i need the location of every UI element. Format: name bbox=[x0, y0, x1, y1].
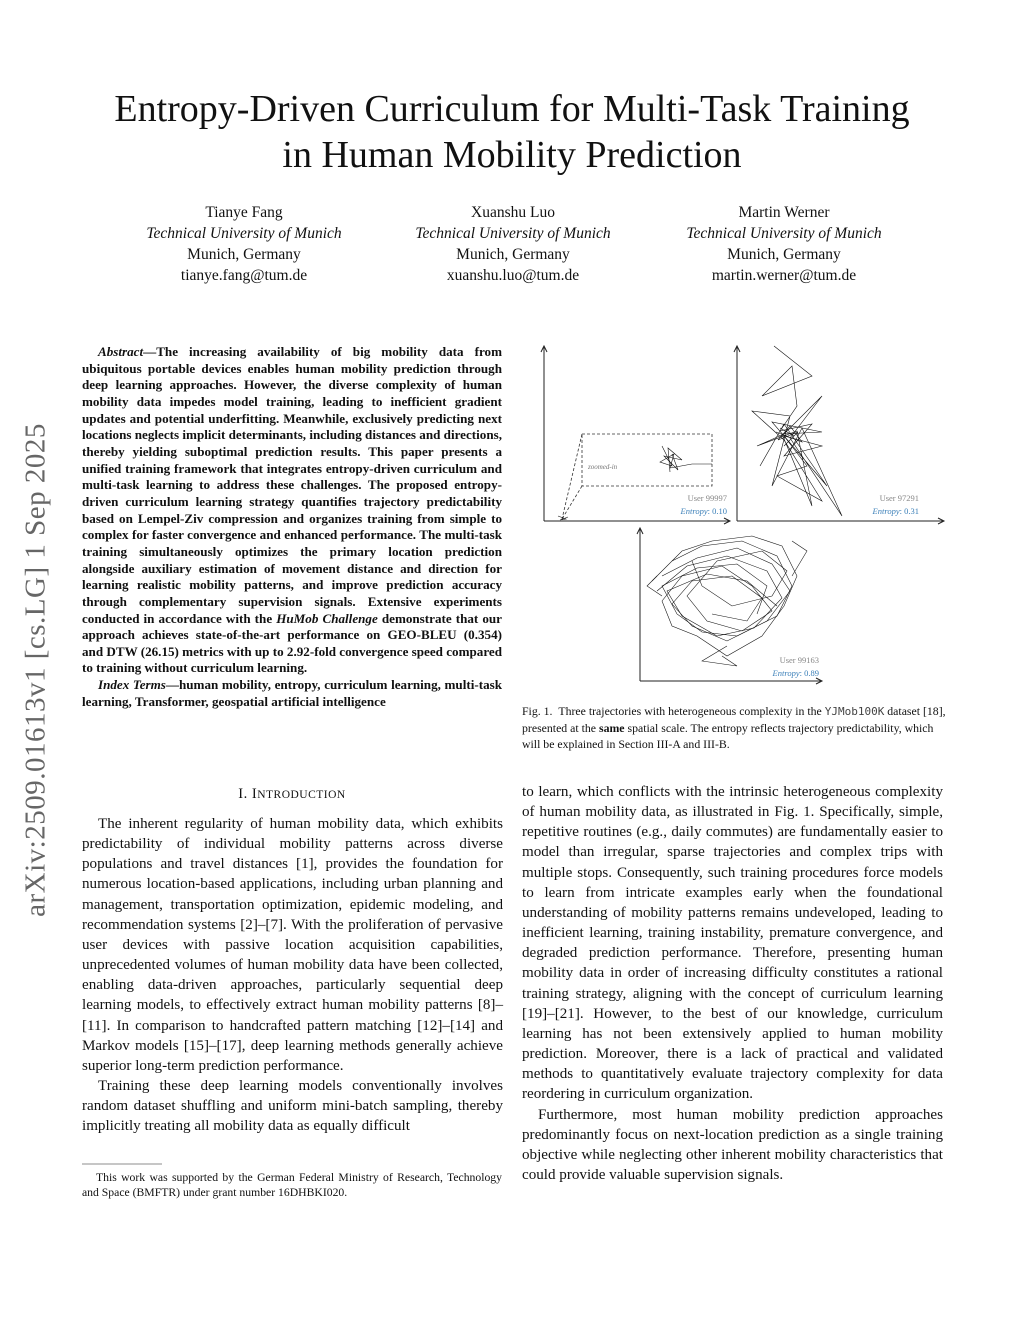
author-name: Martin Werner bbox=[738, 204, 830, 221]
index-terms-text: human mobility, entropy, curriculum learning, multi-task learning, Transformer, geospatial artificial intelligence bbox=[82, 677, 502, 709]
trajectory-97291 bbox=[752, 346, 842, 516]
entropy-value: : 0.89 bbox=[799, 668, 819, 678]
caption-prefix: Fig. 1. bbox=[522, 704, 553, 718]
entropy-label: Entropy bbox=[872, 506, 900, 516]
entropy-value: : 0.10 bbox=[707, 506, 727, 516]
title-line-2: in Human Mobility Prediction bbox=[282, 134, 742, 176]
entropy-label: Entropy bbox=[772, 668, 800, 678]
index-terms: Index Terms—human mobility, entropy, curriculum learning, multi-task learning, Transformer, geospatial artificial intelligence bbox=[82, 677, 502, 709]
caption-same: same bbox=[598, 721, 625, 735]
abstract-paragraph: Abstract—The increasing availability of big mobility data from ubiquitous portable devices enables human mobility prediction through deep learning approaches. However, the diverse complexity of human mobility data impedes model training, leading to inefficient gradient updates and potential underfitting. Meanwhile, exclusively predicting next locations neglects implicit determinants, including distances and directions, thereby yielding suboptimal prediction results. This paper presents a unified training framework that integrates entropy-driven curriculum and multi-task learning to address these challenges. The proposed entropy-driven curriculum learning strategy quantifies trajectory predictability based on Lempel-Ziv compression and organizes training from simple to complex for faster convergence and enhanced performance. The multi-task training simultaneously optimizes the primary location prediction alongside auxiliary estimation of movement distance and direction for learning realistic mobility patterns, and improve prediction accuracy through complementary supervision signals. Extensive experiments conducted in accordance with the HuMob Challenge demonstrate that our approach achieves state-of-the-art performance on GEO-BLEU (0.354) and DTW (26.15) metrics with up to 2.92-fold convergence speed compared to training without curriculum learning. bbox=[82, 344, 502, 676]
entropy-value: : 0.31 bbox=[899, 506, 919, 516]
author-email: xuanshu.luo@tum.de bbox=[446, 267, 580, 284]
figure-1 bbox=[522, 336, 947, 686]
author-name: Xuanshu Luo bbox=[471, 204, 555, 221]
author-block bbox=[363, 202, 663, 286]
author-email: martin.werner@tum.de bbox=[711, 267, 857, 284]
section-title-rest: NTRODUCTION bbox=[257, 789, 346, 801]
author-location: Munich, Germany bbox=[456, 246, 570, 263]
body-paragraph: Furthermore, most human mobility prediction approaches predominantly focus on next-location prediction as a single training objective while neglecting other inherent mobility characteristics that could provide valuable supervision signals. bbox=[522, 1106, 943, 1183]
panel-1-entropy bbox=[680, 506, 727, 516]
trajectory-figure bbox=[522, 336, 947, 686]
section-heading bbox=[82, 786, 502, 803]
author-block bbox=[634, 202, 934, 286]
panel-2-user: User 97291 bbox=[879, 493, 919, 503]
panel-3-entropy bbox=[772, 668, 819, 678]
footnote bbox=[82, 1170, 502, 1200]
index-terms-label: Index Terms bbox=[98, 677, 166, 693]
panel-1-user: User 99997 bbox=[687, 493, 727, 503]
author-location: Munich, Germany bbox=[187, 246, 301, 263]
caption-text-2: dataset [18], presented at the bbox=[522, 704, 946, 735]
caption-text-1: Three trajectories with heterogeneous complexity in the bbox=[558, 704, 825, 718]
footnote-text: This work was supported by the German Federal Ministry of Research, Technology and Space (BMFTR) under grant number 16DHBKI020. bbox=[82, 1171, 502, 1199]
abstract bbox=[82, 344, 502, 710]
author-block bbox=[94, 202, 394, 286]
panel-3-user: User 99163 bbox=[779, 655, 819, 665]
body-paragraph: to learn, which conflicts with the intrinsic heterogeneous complexity of human mobility data, as illustrated in Fig. 1. Specifically, simple, repetitive routines (e.g., daily commutes) are fundamentally easier to model than irregular, sparse trajectories and complex trips with multiple stops. Consequently, such training procedures force models to learn from intricate examples early when the foundational understanding of mobility patterns remains undeveloped, leading to inefficient learning, training instability, premature convergence, and degraded prediction performance. Therefore, presenting human mobility data in order of increasing difficulty constitutes a rational training strategy, aligning with the concept of curriculum learning [19]–[21]. However, to the best of our knowledge, curriculum learning has not been extensively applied to human mobility prediction. Moreover, there is a lack of practical and validated methods to quantitatively evaluate trajectory complexity for data reordering in curriculum organization. bbox=[522, 784, 943, 1103]
author-affiliation: Technical University of Munich bbox=[146, 225, 342, 242]
arxiv-identifier: arXiv:2509.01613v1 [cs.LG] 1 Sep 2025 bbox=[19, 423, 52, 917]
figure-caption bbox=[522, 703, 947, 752]
section-number: I. bbox=[238, 786, 248, 802]
caption-dataset: YJMob100K bbox=[824, 705, 885, 718]
right-column bbox=[522, 782, 943, 1185]
author-affiliation: Technical University of Munich bbox=[415, 225, 611, 242]
abstract-label: Abstract bbox=[98, 344, 144, 359]
section-title-first: I bbox=[251, 786, 258, 802]
author-location: Munich, Germany bbox=[727, 246, 841, 263]
body-paragraph: The inherent regularity of human mobility data, which exhibits predictability of individual mobility patterns across diverse populations and travel distances [1], provides the foundation for numerous location-based applications, including urban planning and management, transportation optimization, epidemic modeling, and recommendation systems [2]–[7]. With the proliferation of pervasive user devices with passive location acquisition capabilities, unprecedented volumes of human mobility data have been collected, enabling data-driven approaches, particularly sequential deep learning models, to effectively extract human mobility patterns [8]–[11]. In comparison to handcrafted pattern matching [12]–[14] and Markov models [15]–[17], deep learning methods generally achieve superior long-term prediction performance. bbox=[82, 816, 503, 1074]
abstract-text-2: demonstrate that our approach achieves state-of-the-art performance on GEO-BLEU (0.354) and DTW (26.15) metrics with up to 2.92-fold convergence speed compared to training without curriculum learning. bbox=[82, 610, 502, 676]
paper-title bbox=[60, 86, 964, 178]
zoom-label: zoomed-in bbox=[588, 463, 618, 471]
panel-2-entropy bbox=[872, 506, 919, 516]
trajectory-99163 bbox=[647, 536, 807, 666]
abstract-challenge: HuMob Challenge bbox=[276, 610, 378, 626]
title-line-1: Entropy-Driven Curriculum for Multi-Task Training bbox=[114, 88, 910, 130]
body-paragraph: Training these deep learning models conventionally involves random dataset shuffling and uniform mini-batch sampling, thereby implicitly treating all mobility data as equally difficult bbox=[82, 1078, 503, 1135]
entropy-label: Entropy bbox=[680, 506, 708, 516]
arxiv-sidebar bbox=[14, 380, 58, 960]
caption-text-3: spatial scale. The entropy reflects trajectory predictability, which will be explained in Section III-A and III-B. bbox=[522, 721, 934, 751]
footnote-rule bbox=[82, 1163, 162, 1165]
author-name: Tianye Fang bbox=[205, 204, 283, 221]
left-column bbox=[82, 814, 503, 1137]
abstract-text-1: The increasing availability of big mobility data from ubiquitous portable devices enables human mobility prediction through deep learning approaches. However, the diverse complexity of human mobility data impedes model training, leading to inefficient gradient updates and potential underfitting. Meanwhile, exclusively predicting next locations neglects implicit determinants, including distances and directions, thereby yielding suboptimal prediction results. This paper presents a unified training framework that integrates entropy-driven curriculum and multi-task learning to address these challenges. The proposed entropy-driven curriculum learning strategy quantifies trajectory predictability based on Lempel-Ziv compression and organizes training from simple to complex for faster convergence and enhanced performance. The multi-task training simultaneously optimizes the primary location prediction alongside auxiliary estimation of movement distance and direction for learning realistic mobility patterns, and improve prediction accuracy through complementary supervision signals. Extensive experiments conducted in accordance with the bbox=[82, 344, 502, 626]
author-affiliation: Technical University of Munich bbox=[686, 225, 882, 242]
author-email: tianye.fang@tum.de bbox=[180, 267, 308, 284]
